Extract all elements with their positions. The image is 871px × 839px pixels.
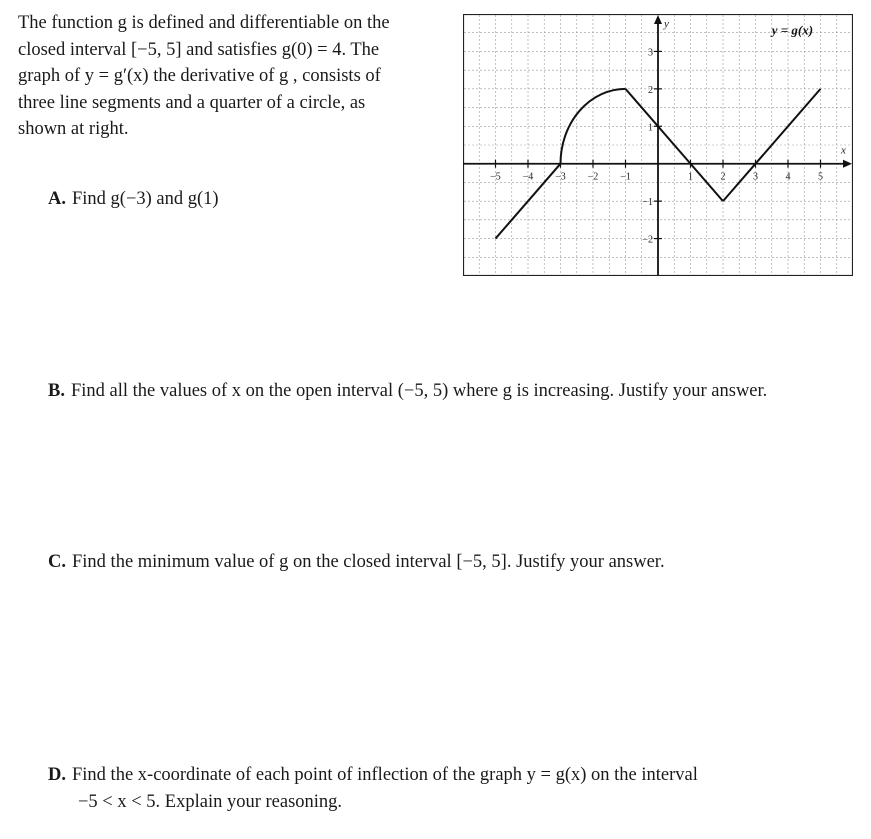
x-tick-label: −3	[555, 171, 566, 183]
x-tick-label: 2	[720, 171, 726, 183]
question-d	[48, 762, 698, 816]
intro-line: graph of y = g′(x) the derivative of g , consists of	[18, 66, 381, 86]
intro-line: three line segments and a quarter of a circle, as	[18, 92, 366, 113]
question-c-label: C.	[48, 552, 66, 572]
curve-label: y = g(x)	[771, 22, 814, 38]
x-tick-label: −1	[620, 171, 631, 183]
intro-line: The function g is defined and differentiable on the	[18, 13, 390, 33]
question-a-label: A.	[48, 189, 66, 209]
question-b-label: B.	[48, 381, 65, 401]
x-tick-label: 1	[688, 171, 693, 183]
x-tick-label: 4	[785, 171, 791, 183]
y-tick-label: 2	[648, 84, 653, 96]
question-d-text: Find the x-coordinate of each point of inflection of the graph y = g(x) on the interval	[72, 765, 698, 785]
question-d-label: D.	[48, 765, 66, 785]
question-b	[48, 378, 767, 405]
problem-intro	[18, 10, 458, 143]
question-a	[48, 186, 219, 213]
x-axis-label: x	[841, 144, 846, 157]
question-d-text-continued: −5 < x < 5. Explain your reasoning.	[78, 792, 343, 812]
intro-line: shown at right.	[18, 119, 129, 139]
x-tick-label: −5	[490, 171, 501, 183]
question-b-text: Find all the values of x on the open interval (−5, 5) where g is increasing. Justify your answer.	[70, 381, 768, 401]
graph-svg	[463, 14, 853, 276]
y-tick-label: −1	[642, 197, 653, 209]
question-c-text: Find the minimum value of g on the closed interval [−5, 5]. Justify your answer.	[72, 552, 665, 572]
y-tick-label: 3	[648, 47, 653, 59]
x-tick-label: 5	[818, 171, 823, 183]
y-tick-label: −2	[642, 234, 653, 246]
y-axis-label: y	[664, 18, 669, 30]
x-tick-label: 3	[753, 171, 758, 183]
intro-line: closed interval [−5, 5] and satisfies g(0) = 4. The	[18, 39, 380, 60]
y-tick-label: 1	[648, 122, 653, 134]
question-c	[48, 549, 665, 576]
derivative-graph	[463, 14, 853, 276]
x-tick-label: −4	[522, 171, 534, 183]
x-tick-label: −2	[587, 171, 599, 183]
question-a-text: Find g(−3) and g(1)	[72, 189, 219, 209]
